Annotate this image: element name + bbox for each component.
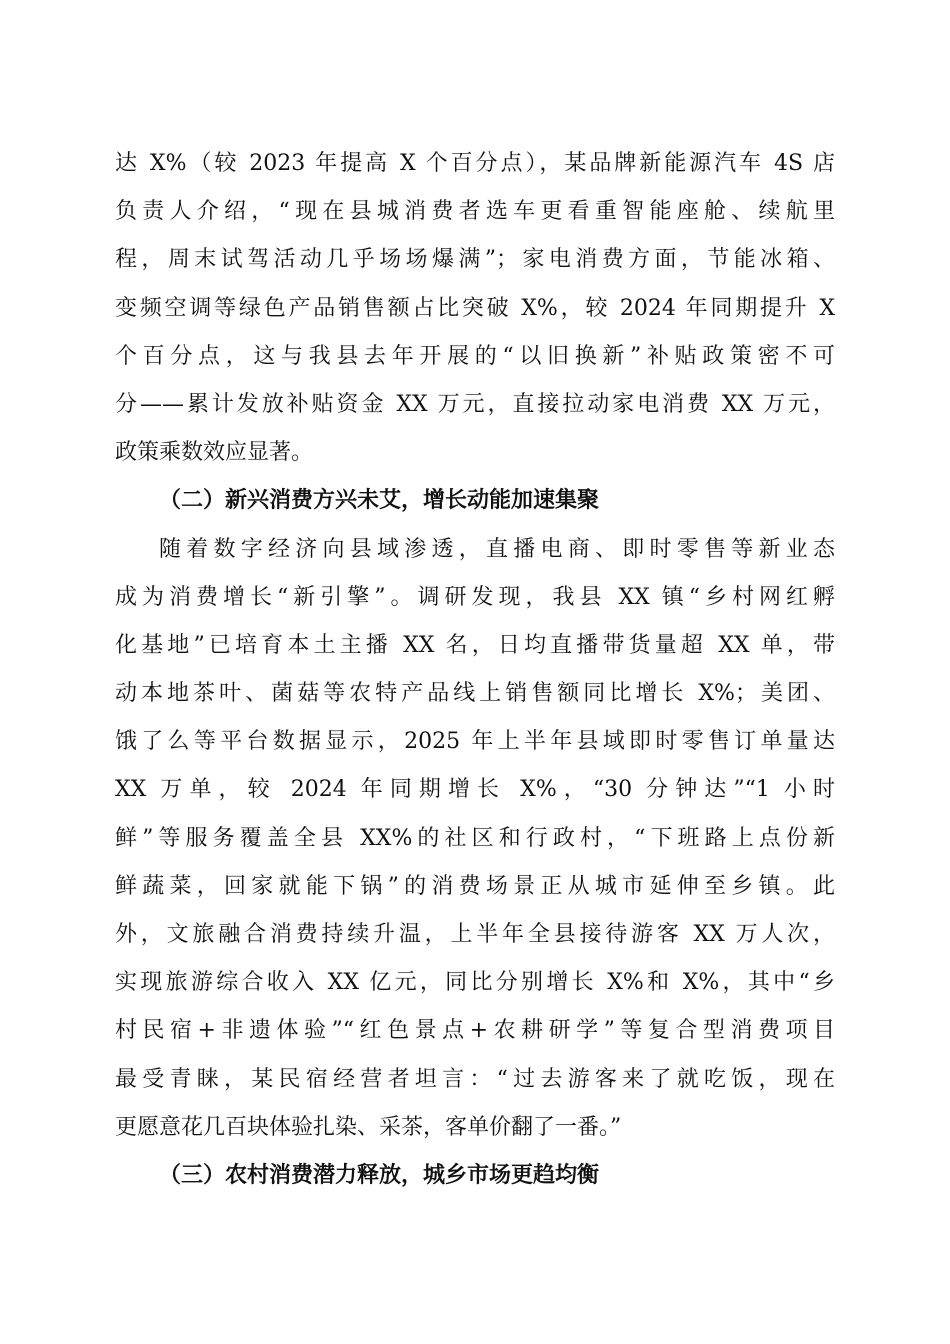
text-line: 达 X%（较 2023 年提高 X 个百分点），某品牌新能源汽车 4S 店 (115, 151, 835, 176)
text-line: 鲜”等服务覆盖全县 XX%的社区和行政村，“下班路上点份新 (115, 825, 835, 851)
text-line: 政策乘数效应显著。 (115, 440, 314, 466)
text-line: 负责人介绍，“现在县城消费者选车更看重智能座舱、续航里 (115, 199, 835, 225)
text-line: 动本地茶叶、菌菇等农特产品线上销售额同比增长 X%；美团、 (115, 681, 835, 707)
section-heading: （二）新兴消费方兴未艾，增长动能加速集聚 (159, 488, 600, 514)
text-line: 饿了么等平台数据显示，2025 年上半年县域即时零售订单量达 (115, 729, 835, 755)
text-line: 随着数字经济向县域渗透，直播电商、即时零售等新业态 (159, 536, 835, 562)
text-line: 化基地”已培育本土主播 XX 名，日均直播带货量超 XX 单，带 (115, 632, 835, 658)
text-line: 鲜蔬菜，回家就能下锅”的消费场景正从城市延伸至乡镇。此 (115, 873, 835, 899)
section-heading: （三）农村消费潜力释放，城乡市场更趋均衡 (159, 1162, 600, 1188)
text-line: 变频空调等绿色产品销售额占比突破 X%，较 2024 年同期提升 X (115, 295, 835, 321)
text-line: 外，文旅融合消费持续升温，上半年全县接待游客 XX 万人次， (115, 922, 835, 947)
text-line: 更愿意花几百块体验扎染、采茶，客单价翻了一番。” (115, 1114, 622, 1140)
text-line: 成为消费增长“新引擎”。调研发现，我县 XX 镇“乡村网红孵 (115, 584, 835, 610)
text-line: XX 万单，较 2024 年同期增长 X%，“30 分钟达”“1 小时 (115, 777, 835, 803)
text-line: 村民宿+非遗体验”“红色景点+农耕研学”等复合型消费项目 (115, 1018, 835, 1044)
document-body (115, 140, 835, 1200)
text-line: 程，周末试驾活动几乎场场爆满”；家电消费方面，节能冰箱、 (115, 247, 835, 273)
text-line: 个百分点，这与我县去年开展的“以旧换新”补贴政策密不可 (115, 343, 835, 369)
text-line: 最受青睐，某民宿经营者坦言：“过去游客来了就吃饭，现在 (115, 1066, 835, 1092)
text-line: 分——累计发放补贴资金 XX 万元，直接拉动家电消费 XX 万元， (115, 391, 835, 417)
text-line: 实现旅游综合收入 XX 亿元，同比分别增长 X%和 X%，其中“乡 (115, 970, 835, 996)
